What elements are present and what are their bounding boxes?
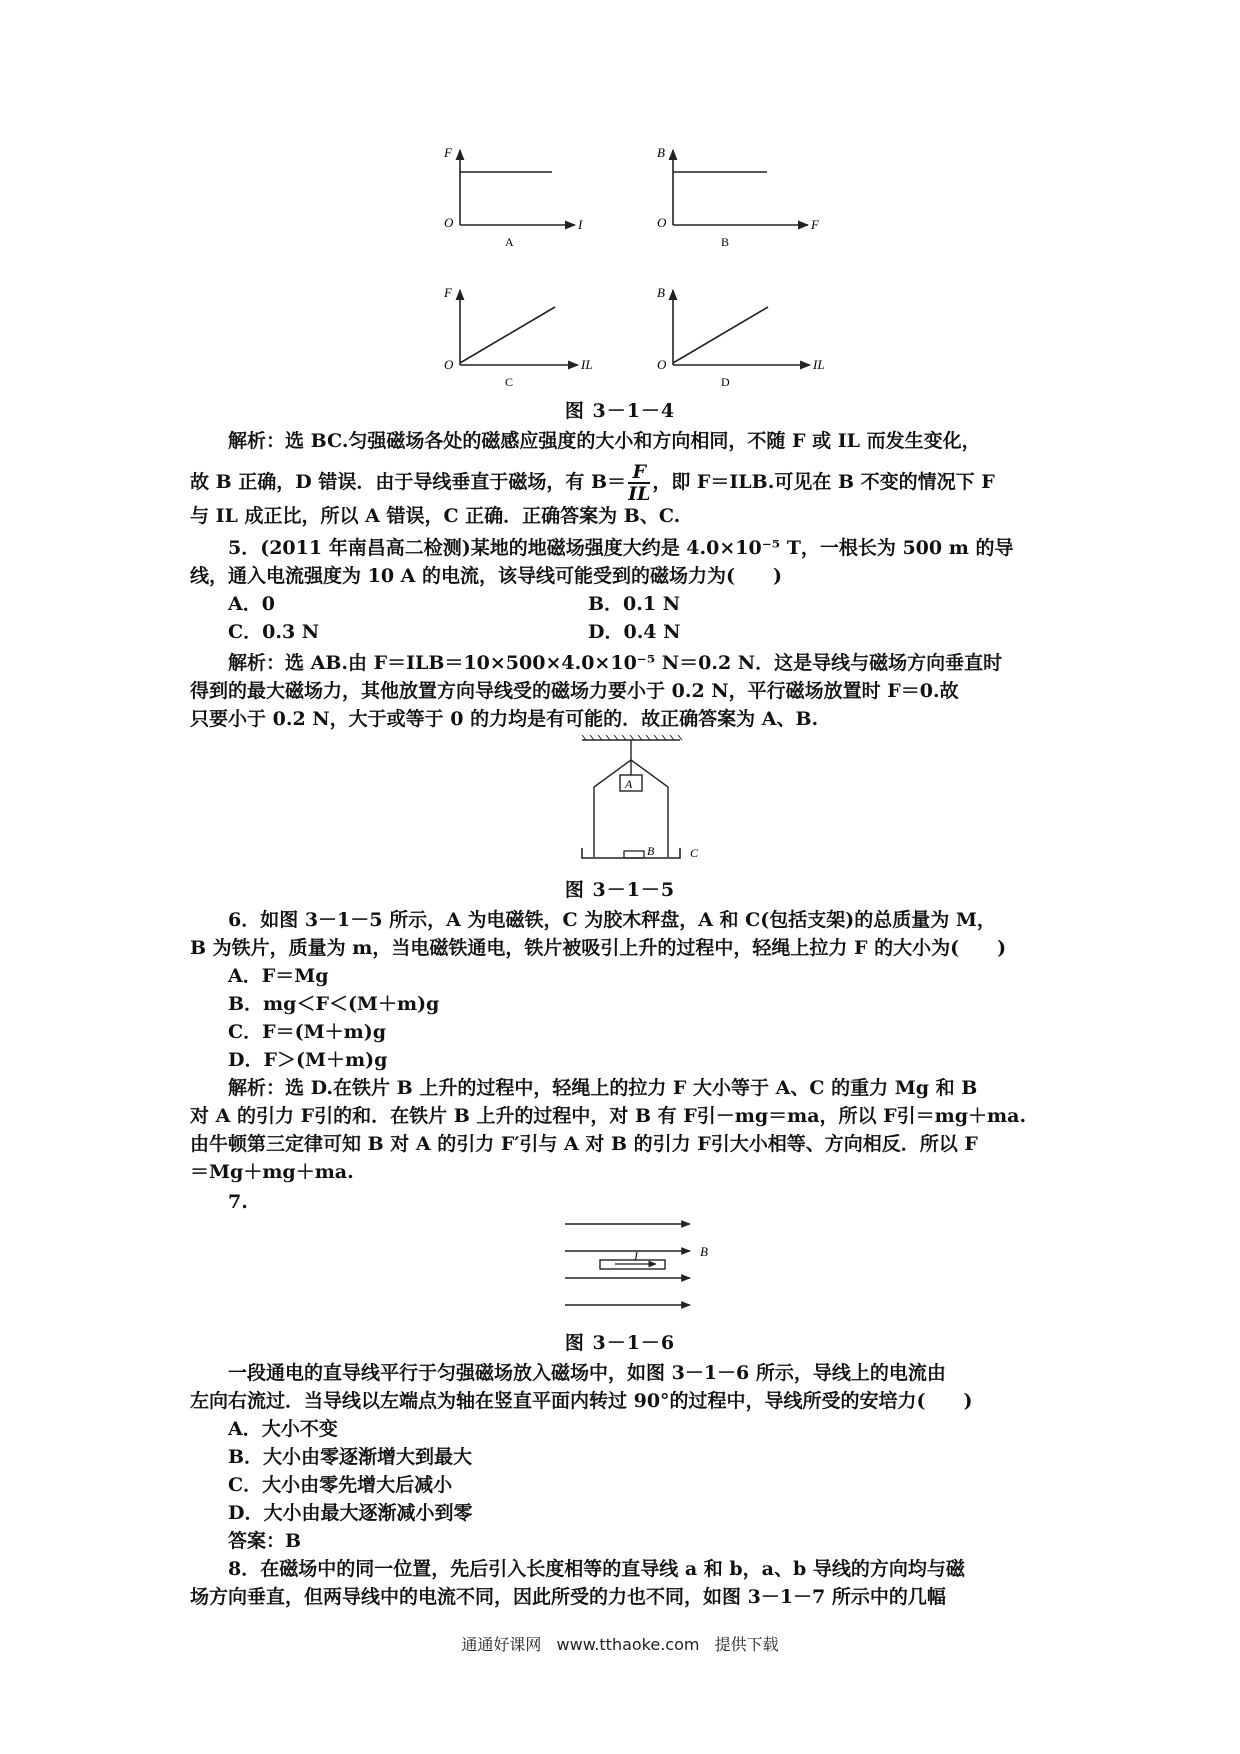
question-6-line-2: B 为铁片，质量为 m，当电磁铁通电，铁片被吸引上升的过程中，轻绳上拉力 F 的大小为( )	[190, 937, 1007, 959]
question-7-line-1: 一段通电的直导线平行于匀强磁场放入磁场中，如图 3－1－6 所示，导线上的电流由	[228, 1362, 946, 1384]
question-7-option-a: A．大小不变	[228, 1418, 338, 1440]
question-7-answer: 答案：B	[228, 1530, 302, 1552]
current-label: I	[634, 1249, 638, 1263]
solution-6-line-1: 解析：选 D.在铁片 B 上升的过程中，轻绳上的拉力 F 大小等于 A、C 的重力 Mg 和 B	[228, 1077, 978, 1099]
question-5-option-c: C．0.3 N	[228, 621, 320, 643]
graph-d	[657, 285, 825, 389]
graph-d-ylabel: B	[657, 285, 665, 300]
figure-3-1-5	[580, 735, 720, 870]
question-6-option-c: C．F＝(M＋m)g	[228, 1021, 387, 1043]
ceiling-hatch	[582, 735, 682, 740]
question-6-line-1: 6．如图 3－1－5 所示，A 为电磁铁，C 为胶木秤盘，A 和 C(包括支架)的总质量为 M，	[228, 909, 996, 931]
question-5-option-d: D．0.4 N	[588, 621, 681, 643]
graph-c	[443, 285, 593, 389]
fraction-denominator: IL	[628, 483, 651, 505]
graph-b-xlabel: F	[811, 217, 819, 232]
solution-6-line-4: ＝Mg＋mg＋ma.	[190, 1161, 354, 1183]
question-8-line-1: 8．在磁场中的同一位置，先后引入长度相等的直导线 a 和 b，a、b 导线的方向均与磁	[228, 1558, 965, 1580]
question-5-line-2: 线，通入电流强度为 10 A 的电流，该导线可能受到的磁场力为( )	[190, 565, 783, 587]
graph-c-tag: C	[505, 375, 514, 389]
page-footer	[0, 1632, 1240, 1655]
question-7-option-b: B．大小由零逐渐增大到最大	[228, 1446, 473, 1468]
graph-a	[443, 145, 583, 249]
figure-caption-3-1-6: 图 3－1－6	[564, 1332, 676, 1354]
graph-c-xlabel: IL	[581, 357, 593, 372]
graph-b-tag: B	[721, 235, 730, 249]
question-7-option-d: D．大小由最大逐渐减小到零	[228, 1502, 473, 1524]
solution-4-line-2b: ，即 F＝ILB.可见在 B 不变的情况下 F	[652, 471, 995, 493]
scale-pan-c	[582, 848, 680, 858]
field-label: B	[700, 1244, 708, 1259]
solution-4-line-1: 解析：选 BC.匀强磁场各处的磁感应强度的大小和方向相同，不随 F 或 IL 而发生变化，	[228, 430, 981, 452]
solution-5-line-3: 只要小于 0.2 N，大于或等于 0 的力均是有可能的．故正确答案为 A、B.	[190, 708, 819, 730]
question-5-option-a: A．0	[228, 593, 275, 615]
graph-c-origin: O	[444, 357, 454, 372]
solution-6-line-3: 由牛顿第三定律可知 B 对 A 的引力 F′引与 A 对 B 的引力 F引大小相等、方向相反．所以 F	[190, 1133, 978, 1155]
graph-c-ylabel: F	[444, 285, 452, 300]
question-7-option-c: C．大小由零先增大后减小	[228, 1474, 453, 1496]
solution-5-line-1: 解析：选 AB.由 F＝ILB＝10×500×4.0×10⁻⁵ N＝0.2 N．这是导线与磁场方向垂直时	[228, 652, 1003, 674]
graph-a-origin: O	[444, 215, 454, 230]
footer-url[interactable]: www.tthaoke.com	[556, 1635, 700, 1654]
graph-b-ylabel: B	[657, 145, 665, 160]
solution-4-line-2a: 故 B 正确，D 错误．由于导线垂直于磁场，有 B＝	[190, 471, 627, 493]
graph-b	[657, 145, 820, 249]
footer-site-name: 通通好课网	[461, 1635, 542, 1654]
question-7-number: 7.	[228, 1191, 248, 1213]
solution-4-line-3: 与 IL 成正比，所以 A 错误，C 正确．正确答案为 B、C.	[190, 505, 681, 527]
question-5-line-1: 5．(2011 年南昌高二检测)某地的地磁场强度大约是 4.0×10⁻⁵ T，一根长为 500 m 的导	[228, 537, 1014, 559]
scale-pan-c-label: C	[690, 846, 699, 860]
graph-a-xlabel: I	[578, 217, 583, 232]
question-8-line-2: 场方向垂直，但两导线中的电流不同，因此所受的力也不同，如图 3－1－7 所示中的几幅	[190, 1586, 946, 1608]
solution-6-line-2: 对 A 的引力 F引的和．在铁片 B 上升的过程中，对 B 有 F引－mg＝ma，所以 F引＝mg＋ma.	[190, 1105, 1027, 1127]
question-6-option-a: A．F＝Mg	[228, 965, 329, 987]
graph-b-origin: O	[657, 215, 667, 230]
electromagnet-a-label: A	[625, 777, 633, 791]
question-6-option-b: B．mg＜F＜(M＋m)g	[228, 993, 440, 1015]
figure-caption-3-1-5: 图 3－1－5	[564, 879, 676, 901]
graph-a-ylabel: F	[444, 145, 452, 160]
footer-note: 提供下载	[714, 1635, 779, 1654]
question-7-line-2: 左向右流过．当导线以左端点为轴在竖直平面内转过 90°的过程中，导线所受的安培力( )	[190, 1390, 973, 1412]
figure-caption-3-1-4: 图 3－1－4	[564, 400, 676, 422]
graph-d-tag: D	[721, 375, 730, 389]
figure-3-1-6	[560, 1218, 720, 1320]
fraction-f-over-il	[628, 462, 650, 504]
question-5-option-b: B．0.1 N	[588, 593, 681, 615]
fraction-numerator: F	[628, 462, 650, 484]
solution-5-line-2: 得到的最大磁场力，其他放置方向导线受的磁场力要小于 0.2 N，平行磁场放置时 F＝0.故	[190, 680, 959, 702]
graph-d-origin: O	[657, 357, 667, 372]
question-6-option-d: D．F＞(M＋m)g	[228, 1049, 388, 1071]
iron-piece-b	[624, 851, 644, 858]
solution-4-line-2	[190, 460, 1070, 504]
iron-piece-b-label: B	[647, 844, 655, 858]
graph-a-tag: A	[505, 235, 514, 249]
graph-d-xlabel: IL	[813, 357, 825, 372]
figure-3-1-4	[440, 145, 860, 395]
